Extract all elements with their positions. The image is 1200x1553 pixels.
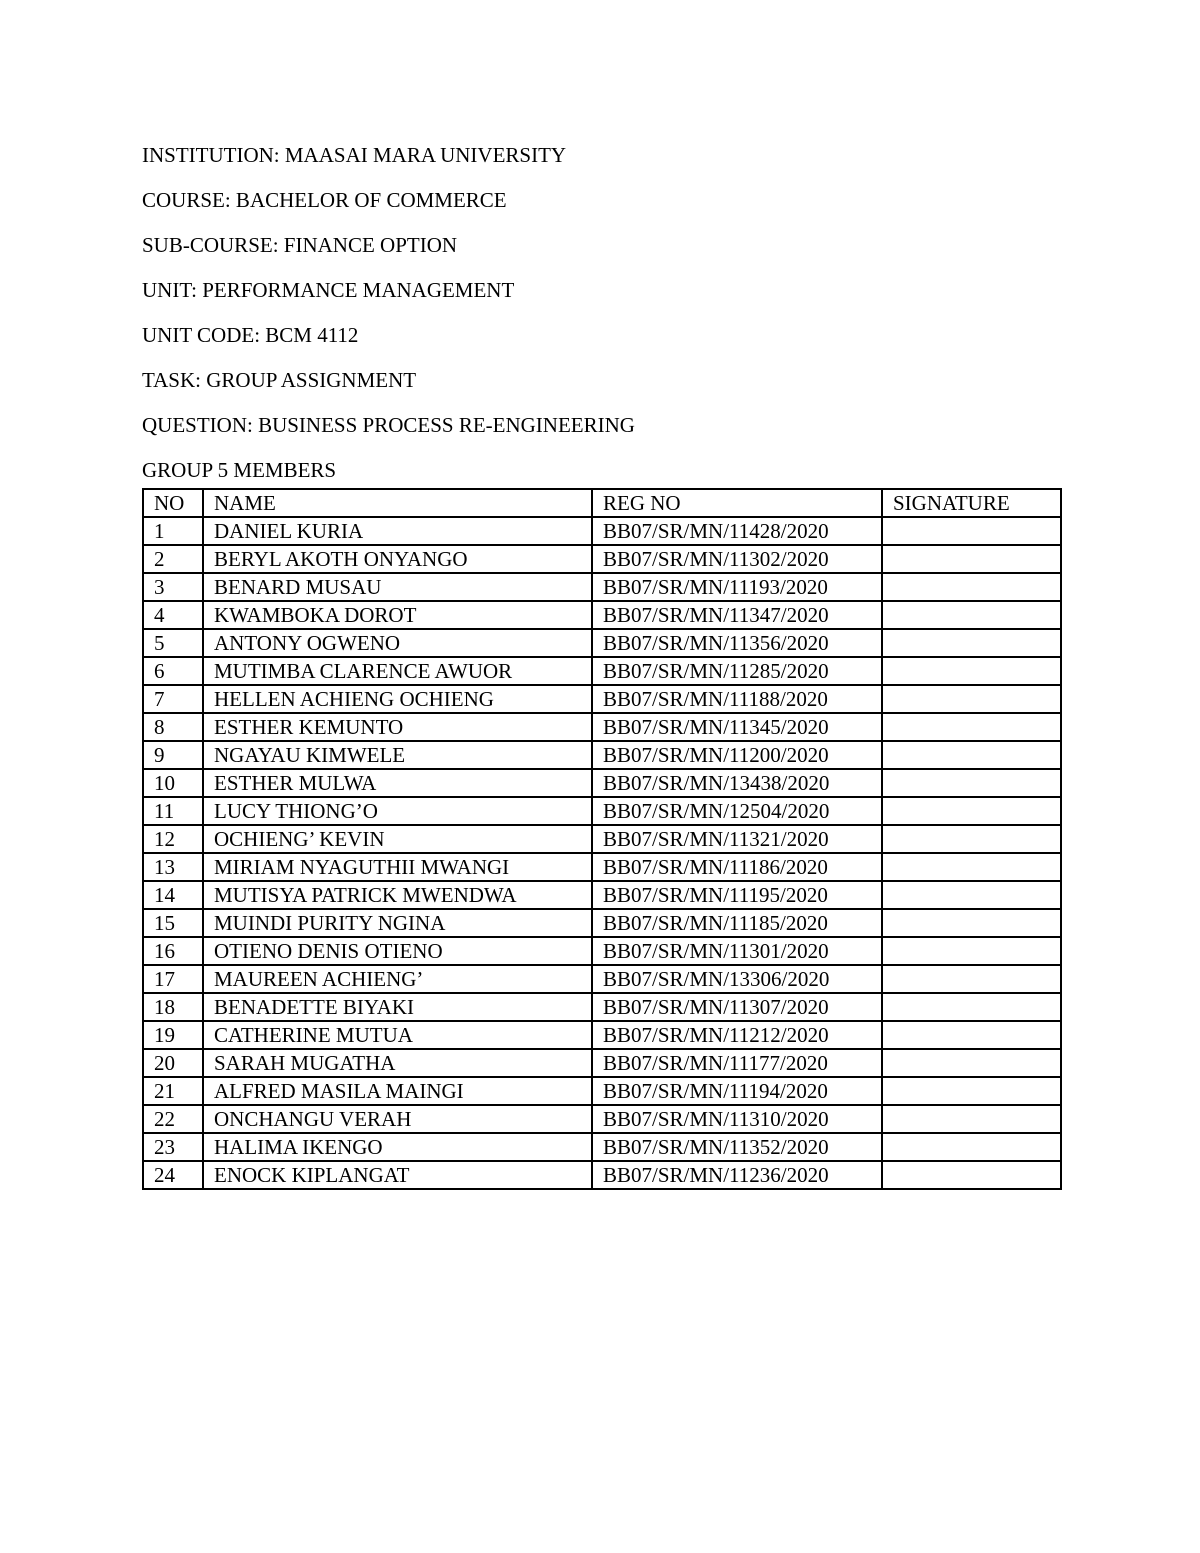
cell-reg-no: BB07/SR/MN/11347/2020 [592,601,882,629]
cell-no: 12 [143,825,203,853]
cell-name: MUTISYA PATRICK MWENDWA [203,881,592,909]
cell-no: 3 [143,573,203,601]
cell-reg-no: BB07/SR/MN/13306/2020 [592,965,882,993]
cell-reg-no: BB07/SR/MN/11310/2020 [592,1105,882,1133]
table-row [143,629,1061,657]
cell-no: 11 [143,797,203,825]
cell-name: HELLEN ACHIENG OCHIENG [203,685,592,713]
table-row [143,853,1061,881]
task-line: TASK: GROUP ASSIGNMENT [142,368,417,392]
cell-name: LUCY THIONG’O [203,797,592,825]
cell-name: ESTHER KEMUNTO [203,713,592,741]
cell-reg-no: BB07/SR/MN/11285/2020 [592,657,882,685]
cell-reg-no: BB07/SR/MN/11212/2020 [592,1021,882,1049]
table-row [143,937,1061,965]
cell-reg-no: BB07/SR/MN/11195/2020 [592,881,882,909]
cell-reg-no: BB07/SR/MN/11301/2020 [592,937,882,965]
table-row [143,713,1061,741]
table-row [143,685,1061,713]
cell-signature [882,1161,1061,1189]
table-row [143,825,1061,853]
cell-signature [882,685,1061,713]
table-row [143,881,1061,909]
cell-no: 10 [143,769,203,797]
cell-signature [882,937,1061,965]
cell-signature [882,741,1061,769]
cell-name: BENARD MUSAU [203,573,592,601]
cell-name: MIRIAM NYAGUTHII MWANGI [203,853,592,881]
cell-reg-no: BB07/SR/MN/11185/2020 [592,909,882,937]
cell-no: 24 [143,1161,203,1189]
cell-signature [882,769,1061,797]
cell-reg-no: BB07/SR/MN/11307/2020 [592,993,882,1021]
cell-no: 17 [143,965,203,993]
cell-reg-no: BB07/SR/MN/11177/2020 [592,1049,882,1077]
cell-signature [882,993,1061,1021]
members-table [142,488,1062,1190]
cell-signature [882,713,1061,741]
cell-no: 19 [143,1021,203,1049]
cell-signature [882,657,1061,685]
column-header-name: NAME [203,489,592,517]
cell-signature [882,601,1061,629]
table-row [143,657,1061,685]
table-row [143,573,1061,601]
cell-no: 23 [143,1133,203,1161]
cell-name: OTIENO DENIS OTIENO [203,937,592,965]
cell-signature [882,1049,1061,1077]
cell-no: 8 [143,713,203,741]
cell-name: BENADETTE BIYAKI [203,993,592,1021]
table-row [143,517,1061,545]
cell-reg-no: BB07/SR/MN/11345/2020 [592,713,882,741]
cell-no: 6 [143,657,203,685]
course-line: COURSE: BACHELOR OF COMMERCE [142,188,507,212]
cell-reg-no: BB07/SR/MN/11193/2020 [592,573,882,601]
unit-code-line: UNIT CODE: BCM 4112 [142,323,359,347]
table-row [143,1133,1061,1161]
table-row [143,741,1061,769]
cell-name: MUINDI PURITY NGINA [203,909,592,937]
cell-signature [882,853,1061,881]
cell-no: 9 [143,741,203,769]
cell-signature [882,517,1061,545]
group-heading: GROUP 5 MEMBERS [142,458,337,482]
cell-no: 1 [143,517,203,545]
cell-signature [882,1021,1061,1049]
cell-name: SARAH MUGATHA [203,1049,592,1077]
table-row [143,909,1061,937]
cell-no: 2 [143,545,203,573]
cell-no: 13 [143,853,203,881]
cell-name: ENOCK KIPLANGAT [203,1161,592,1189]
cell-reg-no: BB07/SR/MN/11186/2020 [592,853,882,881]
cell-reg-no: BB07/SR/MN/11302/2020 [592,545,882,573]
column-header-signature: SIGNATURE [882,489,1061,517]
institution-line: INSTITUTION: MAASAI MARA UNIVERSITY [142,143,567,167]
cell-signature [882,1105,1061,1133]
cell-signature [882,909,1061,937]
cell-signature [882,881,1061,909]
cell-reg-no: BB07/SR/MN/11194/2020 [592,1077,882,1105]
cell-no: 4 [143,601,203,629]
cell-name: OCHIENG’ KEVIN [203,825,592,853]
cell-no: 21 [143,1077,203,1105]
cell-signature [882,965,1061,993]
cell-name: HALIMA IKENGO [203,1133,592,1161]
table-row [143,769,1061,797]
table-row [143,1049,1061,1077]
cell-name: ESTHER MULWA [203,769,592,797]
cell-no: 7 [143,685,203,713]
cell-reg-no: BB07/SR/MN/13438/2020 [592,769,882,797]
table-row [143,545,1061,573]
cell-no: 15 [143,909,203,937]
table-row [143,1077,1061,1105]
cell-no: 18 [143,993,203,1021]
table-row [143,601,1061,629]
cell-reg-no: BB07/SR/MN/11428/2020 [592,517,882,545]
cell-name: MAUREEN ACHIENG’ [203,965,592,993]
cell-name: MUTIMBA CLARENCE AWUOR [203,657,592,685]
cell-name: ONCHANGU VERAH [203,1105,592,1133]
cell-signature [882,797,1061,825]
cell-reg-no: BB07/SR/MN/11236/2020 [592,1161,882,1189]
cell-signature [882,1077,1061,1105]
cell-reg-no: BB07/SR/MN/11356/2020 [592,629,882,657]
cell-signature [882,1133,1061,1161]
cell-name: CATHERINE MUTUA [203,1021,592,1049]
cell-no: 22 [143,1105,203,1133]
cell-reg-no: BB07/SR/MN/11200/2020 [592,741,882,769]
column-header-reg-no: REG NO [592,489,882,517]
cell-reg-no: BB07/SR/MN/12504/2020 [592,797,882,825]
table-row [143,1105,1061,1133]
cell-reg-no: BB07/SR/MN/11188/2020 [592,685,882,713]
table-header-row [143,489,1061,517]
cell-name: DANIEL KURIA [203,517,592,545]
table-row [143,965,1061,993]
cell-signature [882,545,1061,573]
cell-no: 20 [143,1049,203,1077]
cell-signature [882,573,1061,601]
cell-name: ALFRED MASILA MAINGI [203,1077,592,1105]
column-header-no: NO [143,489,203,517]
cell-name: KWAMBOKA DOROT [203,601,592,629]
cell-reg-no: BB07/SR/MN/11352/2020 [592,1133,882,1161]
cell-name: BERYL AKOTH ONYANGO [203,545,592,573]
cell-signature [882,629,1061,657]
cell-no: 5 [143,629,203,657]
table-row [143,1021,1061,1049]
question-line: QUESTION: BUSINESS PROCESS RE-ENGINEERING [142,413,635,437]
cell-no: 16 [143,937,203,965]
cell-no: 14 [143,881,203,909]
table-row [143,1161,1061,1189]
table-row [143,797,1061,825]
cell-name: NGAYAU KIMWELE [203,741,592,769]
cell-signature [882,825,1061,853]
sub-course-line: SUB-COURSE: FINANCE OPTION [142,233,458,257]
table-row [143,993,1061,1021]
cell-reg-no: BB07/SR/MN/11321/2020 [592,825,882,853]
unit-line: UNIT: PERFORMANCE MANAGEMENT [142,278,515,302]
document-page [142,140,1060,1190]
cell-name: ANTONY OGWENO [203,629,592,657]
